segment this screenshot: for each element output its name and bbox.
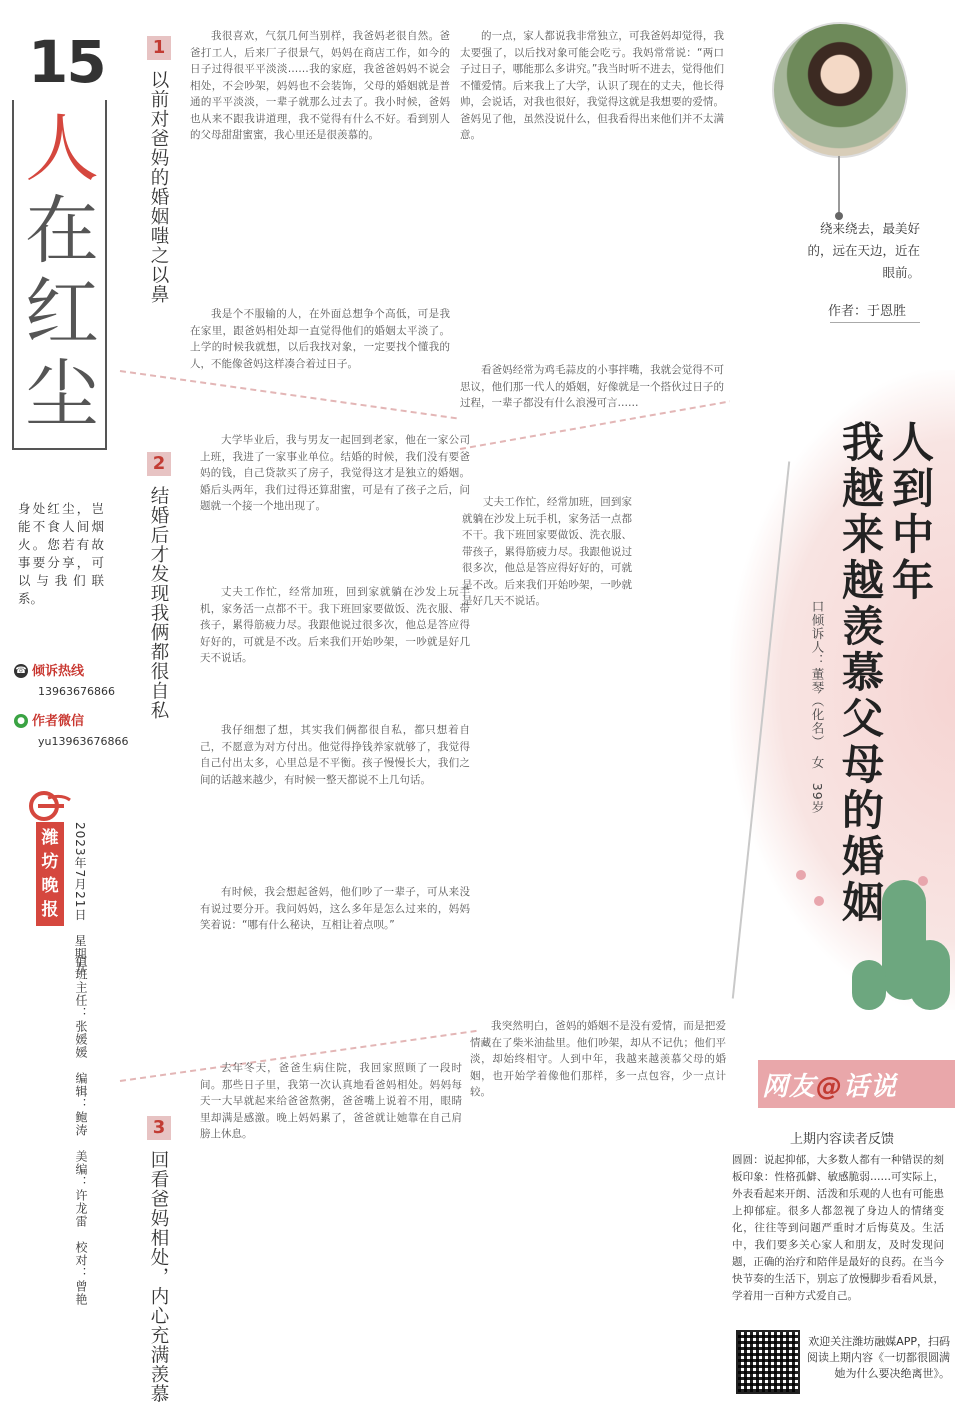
section-3-number: 3 (147, 1116, 171, 1140)
article-body-2d: 有时候，我会想起爸妈，他们吵了一辈子，可从来没有说过要分开。我问妈妈，这么多年是怎么过来的，妈妈笑着说：“哪有什么秘诀，互相让着点呗。” (200, 886, 470, 931)
article-body-3b: 我突然明白，爸妈的婚姻不是没有爱情，而是把爱情藏在了柴米油盐里。他们吵架，却从不记仇；他们平淡，却始终相守。人到中年，我越来越羡慕父母的婚姻，也开始学着像他们那样，多一点包容，少一点计较。 (470, 1020, 726, 1098)
section-title (22, 108, 102, 436)
article-body-1a: 我很喜欢，气氛几何当别样，我爸妈老很自然。爸爸打工人，后来厂子很景气，妈妈在商店工作，如今的日子过得很平平淡淡……我的家庭，我爸爸妈妈不说会相处，不会吵架，妈妈也不会装饰，父母的婚姻就是普通的平平淡淡，一辈子就那么过去了。我小时候，爸妈也从来不跟我讲道理，我不觉得有什么不好。看到别人的父母甜甜蜜蜜，我心里还是很羡慕的。 (190, 30, 450, 141)
cactus-decor-icon (852, 960, 886, 1010)
section-1-number: 1 (147, 36, 171, 60)
section-3-title: 回看爸妈相处，内心充满羡慕 (148, 1150, 169, 1404)
article-body-1b: 我是个不服输的人，在外面总想争个高低，可是我在家里，跟爸妈相处却一直觉得他们的婚姻太平淡了。上学的时候我就想，以后我找对象，一定要找个懂我的人，不能像爸妈这样凑合着过日子。 (190, 308, 450, 370)
netizen-subtitle: 上期内容读者反馈 (790, 1132, 895, 1147)
column-intro: 身处红尘，岂能不食人间烟火。您若有故事要分享，可以与我们联系。 (18, 501, 104, 606)
article-body-2a: 大学毕业后，我与男友一起回到老家，他在一家公司上班，我进了一家事业单位。结婚的时候，我们没有要爸妈的钱，自己贷款买了房子，我觉得这才是独立的婚姻。婚后头两年，我们过得还算甜蜜，可是有了孩子之后，问题就一个接一个地出现了。 (200, 434, 470, 512)
section-2-number: 2 (147, 452, 171, 476)
flower-decor-icon (796, 870, 806, 880)
article-body-1c: 的一点，家人都说我非常独立，可我爸妈却觉得，我太要强了，以后找对象可能会吃亏。我妈常常说：“两口子过日子，哪能那么多讲究。”我当时听不进去，觉得他们不懂爱情。后来我上了大学，认识了现在的丈夫，他长得帅，会说话，对我也很好，我觉得这就是我想要的爱情。爸妈见了他，虽然没说什么，但我看得出来他们并不太满意。 (460, 30, 724, 141)
headline-line-1: 人到中年 (886, 420, 935, 604)
article-body-2c: 我仔细想了想，其实我们俩都很自私，都只想着自己，不愿意为对方付出。他觉得挣钱养家就够了，我觉得自己付出太多，心里总是不平衡。孩子慢慢长大，我们之间的话越来越少，有时候一整天都说不上几句话。 (200, 724, 470, 786)
staff-credits: 值班主任：张媛媛 编辑：鲍涛 美编：许龙雷 校对：曾艳 (74, 955, 88, 1306)
narrator-info: 口倾诉人：董琴（化名） 女 39岁 (810, 600, 825, 815)
phone-icon: ☎ (15, 665, 27, 676)
section-title-rest: 在红尘 (25, 188, 99, 438)
article-body-1d: 看爸妈经常为鸡毛蒜皮的小事拌嘴，我就会觉得不可思议，他们那一代人的婚姻，好像就是一个搭伙过日子的过程，一辈子都没有什么浪漫可言…… (460, 364, 724, 409)
section-title-first: 人 (25, 106, 99, 192)
wechat-icon: ● (14, 714, 28, 728)
hotline-contact (14, 660, 115, 698)
qr-code[interactable] (736, 1330, 800, 1394)
cactus-decor-icon (910, 940, 950, 1010)
netizen-feedback: 圆圆：说起抑郁，大多数人都有一种错误的刻板印象：性格孤僻、敏感脆弱……可实际上，外表看起来开朗、活泼和乐观的人也有可能患上抑郁症。很多人都忽视了身边人的情绪变化，往往等到问题严重时才后悔莫及。生活中，我们要多关心家人和朋友，及时发现问题，正确的治疗和陪伴是最好的良药。在当今快节奏的生活下，别忘了放慢脚步看看风景，学着用一百种方式爱自己。 (732, 1154, 944, 1302)
author-name: 作者：于恩胜 (828, 304, 907, 319)
qr-caption: 欢迎关注潍坊融媒APP，扫码阅读上期内容《一切都很圆满 她为什么要决绝离世》。 (807, 1335, 950, 1380)
wechat-contact (14, 710, 128, 748)
article-body-2b: 丈夫工作忙，经常加班，回到家就躺在沙发上玩手机，家务活一点都不干。我下班回家要做饭、洗衣服、带孩子，累得筋疲力尽。我跟他说过很多次，他总是答应得好好的，可就是不改。后来我们开始吵架，一吵就是好几天不说话。 (200, 586, 470, 664)
author-avatar (772, 22, 908, 158)
article-body-2e: 丈夫工作忙，经常加班，回到家就躺在沙发上玩手机，家务活一点都不干。我下班回家要做饭、洗衣服、带孩子，累得筋疲力尽。我跟他说过很多次，他总是答应得好好的，可就是不改。后来我们开始吵架，一吵就是好几天不说话。 (462, 496, 632, 607)
wechat-id[interactable]: yu13963676866 (38, 735, 129, 748)
article-body-3a: 去年冬天，爸爸生病住院，我回家照顾了一段时间。那些日子里，我第一次认真地看爸妈相处。妈妈每天一大早就起来给爸爸熬粥，爸爸嘴上说着不用，眼睛里却满是感激。晚上妈妈累了，爸爸就让她靠在自己肩膀上休息。 (200, 1062, 462, 1140)
netizen-title-pre: 网友 (762, 1072, 817, 1102)
quote-divider (830, 322, 920, 323)
quote-connector (838, 156, 840, 214)
wechat-label: 作者微信 (32, 714, 85, 729)
hotline-label: 倾诉热线 (32, 664, 85, 679)
at-icon: @ (816, 1072, 844, 1102)
flower-decor-icon (918, 876, 928, 886)
headline-line-2: 我越来越羡慕父母的婚姻 (836, 420, 885, 926)
pull-quote: 绕来绕去，最美好的，远在天边，近在眼前。 (807, 221, 920, 280)
netizen-title (762, 1066, 897, 1103)
section-2-title: 结婚后才发现我俩都很自私 (148, 486, 169, 720)
page-number: 15 (28, 28, 105, 96)
hotline-number[interactable]: 13963676866 (38, 685, 115, 698)
newspaper-name: 潍坊晚报 (36, 822, 64, 926)
flower-decor-icon (814, 896, 824, 906)
issue-date: 2023年7月21日 星期五 (73, 822, 87, 974)
netizen-title-post: 话说 (843, 1072, 898, 1102)
section-1-title: 以前对爸妈的婚姻嗤之以鼻 (148, 70, 169, 304)
newspaper-logo-icon (28, 790, 72, 822)
